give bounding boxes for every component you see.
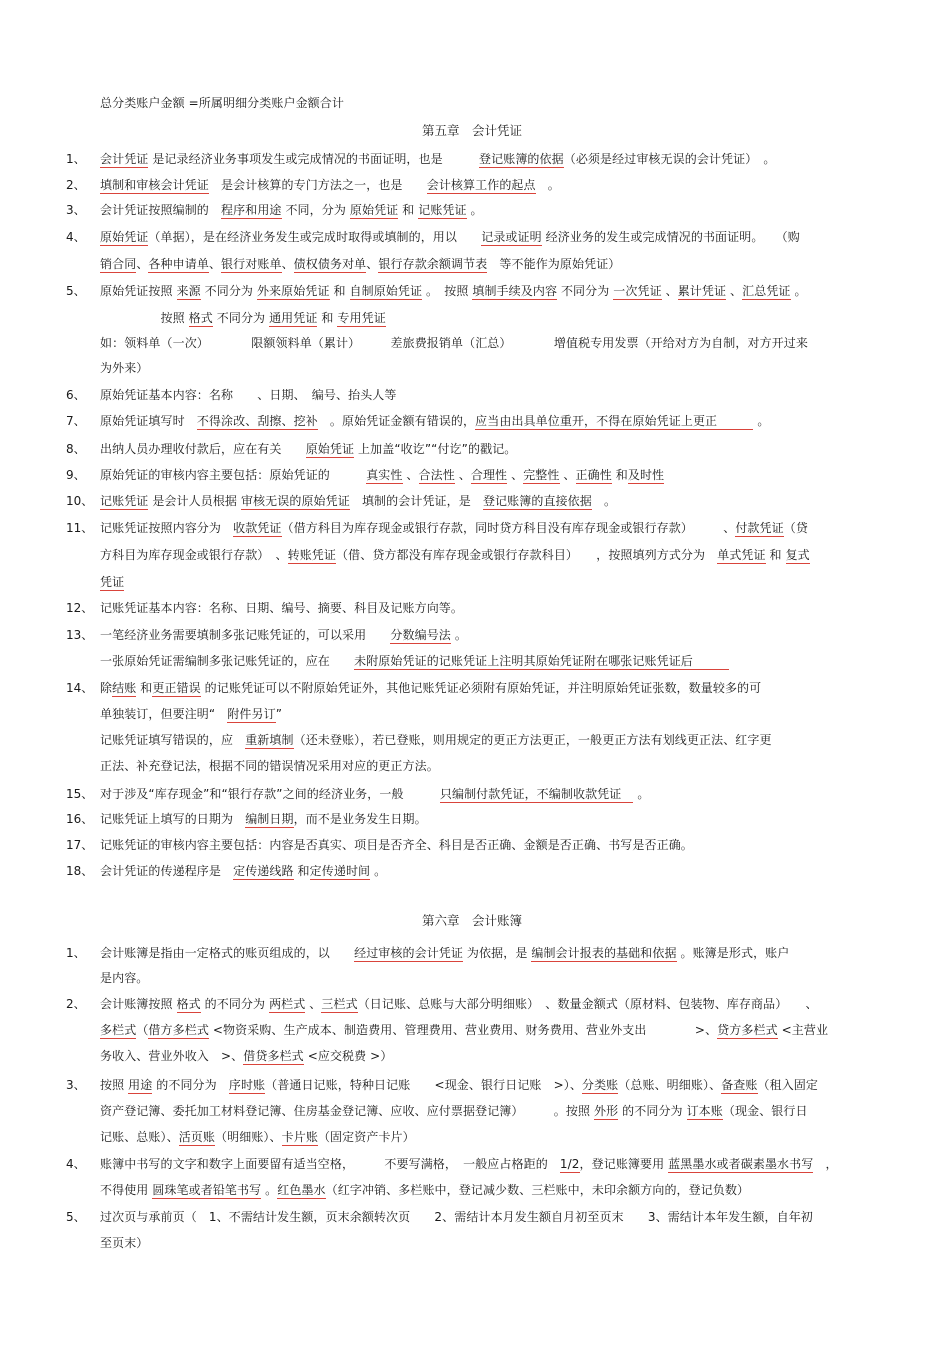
underlined-answer: 银行存款余额调节表: [378, 257, 488, 271]
item-number: 11、: [66, 521, 94, 535]
text-segment: 、: [305, 997, 322, 1011]
text-segment: 和: [293, 864, 310, 878]
underlined-answer: 备查账: [721, 1078, 758, 1092]
chapter-6-title: 第六章 会计账簿: [422, 913, 523, 928]
item-line: [100, 1208, 890, 1226]
underlined-answer: 及时性: [627, 468, 665, 482]
text-segment: （普通日记账，特种日记账 <现金、银行日记账 >）、: [265, 1078, 582, 1092]
underlined-answer: 外形: [594, 1104, 619, 1118]
text-segment: 至页末）: [100, 1236, 149, 1250]
underlined-answer: 复式: [785, 548, 810, 562]
text-segment: 的不同分为: [618, 1104, 687, 1118]
underlined-answer: 原始凭证: [349, 203, 399, 217]
text-segment: （租入固定: [757, 1078, 819, 1092]
text-segment: 是会计核算的专门方法之一，也是: [208, 178, 427, 192]
item-line: [100, 810, 890, 828]
item-line: [100, 944, 890, 962]
text-segment: 等不能作为原始凭证）: [487, 257, 621, 271]
text-segment: 是记录经济业务事项发生或完成情况的书面证明，也是: [148, 152, 480, 166]
item-line: [100, 150, 890, 168]
item-line: [100, 1102, 890, 1120]
text-segment: ”: [275, 707, 283, 721]
text-segment: 按照: [100, 1078, 129, 1092]
text-segment: （借、贷方都没有库存现金或银行存款科目） ，按照填列方式分为: [336, 548, 718, 562]
underlined-answer: 两栏式: [269, 997, 306, 1011]
text-segment: 和: [611, 468, 628, 482]
text-segment: 会计账簿按照: [100, 997, 177, 1011]
underlined-answer: 不得涂改、刮擦、挖补: [196, 414, 318, 428]
text-segment: 。: [466, 203, 483, 217]
text-segment: 、: [454, 468, 471, 482]
text-segment: 和: [329, 284, 350, 298]
item-line: [100, 359, 890, 377]
text-segment: 正法、补充登记法，根据不同的错误情况采用对应的更正方法。: [100, 759, 439, 773]
underlined-answer: 格式: [176, 997, 201, 1011]
underlined-answer: 审核无误的原始凭证: [240, 494, 350, 508]
text-segment: 对于涉及“库存现金”和“银行存款”之间的经济业务，一般: [100, 787, 440, 801]
item-number: 4、: [66, 230, 86, 244]
text-segment: 账簿中书写的文字和数字上面要留有适当空格， 不要写满格， 一般应占格距的: [100, 1157, 560, 1171]
text-segment: 。: [261, 1183, 278, 1197]
text-segment: 记账凭证的审核内容主要包括：内容是否真实、项目是否齐全、科目是否正确、金额是否正确、书写是否正确。: [100, 838, 693, 852]
underlined-answer: 编制会计报表的基础和依据: [531, 946, 677, 960]
underlined-answer: 销合同: [100, 257, 137, 271]
underlined-answer: 应当由出具单位重开，不得在原始凭证上更正: [475, 414, 754, 428]
underlined-answer: 合理性: [470, 468, 508, 482]
item-number: 13、: [66, 628, 94, 642]
item-line: [100, 969, 890, 987]
text-segment: 不得使用: [100, 1183, 153, 1197]
underlined-answer: 圆珠笔或者铅笔书写: [152, 1183, 262, 1197]
item-line: [100, 995, 890, 1013]
underlined-answer: 更正错误: [152, 681, 201, 695]
item-line: [100, 519, 890, 537]
underlined-answer: 蓝黑墨水或者碳素墨水书写: [668, 1157, 814, 1171]
text-segment: 和: [765, 548, 786, 562]
text-segment: 过次页与承前页（ 1、不需结计发生额，页末余额转次页 2、需结计本月发生额自月初至页末 3、需结计本年发生额，自年初: [100, 1210, 813, 1224]
underlined-answer: 记账凭证: [100, 494, 149, 508]
text-segment: 填制的会计凭证，是: [349, 494, 483, 508]
text-segment: 原始凭证按照: [100, 284, 177, 298]
underlined-answer: 记账凭证: [418, 203, 467, 217]
underlined-answer: 收款凭证: [233, 521, 282, 535]
underlined-answer: 三栏式: [321, 997, 358, 1011]
text-segment: 为依据，是: [463, 946, 532, 960]
text-segment: （单据），是在经济业务发生或完成时取得或填制的，用以: [148, 230, 482, 244]
item-line: [100, 679, 890, 697]
underlined-answer: 转账凭证: [287, 548, 337, 562]
text-segment: 原始凭证填写时: [100, 414, 197, 428]
text-segment: 。 按照: [422, 284, 473, 298]
underlined-answer: 未附原始凭证的记账凭证上注明其原始凭证附在哪张记账凭证后: [354, 654, 730, 668]
underlined-answer: 累计凭证: [677, 284, 727, 298]
item-number: 2、: [66, 178, 86, 192]
underlined-answer: 会计凭证: [100, 152, 149, 166]
item-line: [100, 228, 890, 246]
item-number: 10、: [66, 494, 94, 508]
text-segment: 不同分为: [557, 284, 614, 298]
item-line: [100, 836, 890, 854]
item-line: [100, 412, 890, 430]
item-line: [100, 785, 890, 803]
text-segment: 单独装订，但要注明“: [100, 707, 228, 721]
item-number: 7、: [66, 414, 86, 428]
underlined-answer: 订本账: [686, 1104, 723, 1118]
text-segment: 。: [633, 787, 650, 801]
underlined-answer: 会计核算工作的起点: [426, 178, 536, 192]
item-line: [100, 546, 890, 564]
underlined-answer: 附件另订: [227, 707, 276, 721]
text-segment: （红字冲销、多栏账中，登记减少数、三栏账中，未印余额方向的，登记负数）: [325, 1183, 750, 1197]
item-line: [100, 440, 890, 458]
intro-line: 总分类账户金额 =所属明细分类账户金额合计: [100, 96, 344, 110]
underlined-answer: 填制手续及内容: [472, 284, 558, 298]
item-number: 8、: [66, 442, 86, 456]
item-line: [100, 1021, 890, 1039]
underlined-answer: 记录或证明: [481, 230, 542, 244]
text-segment: 是内容。: [100, 971, 149, 985]
text-segment: 。: [370, 864, 387, 878]
underlined-answer: 分数编号法: [390, 628, 451, 642]
text-segment: ，登记账簿要用: [579, 1157, 669, 1171]
underlined-answer: 多栏式: [100, 1023, 137, 1037]
text-segment: 的记账凭证可以不附原始凭证外，其他记账凭证必须附有原始凭证，并注明原始凭证张数，数量较多的可: [200, 681, 762, 695]
text-segment: ，而不是业务发生日期。: [293, 812, 427, 826]
item-number: 5、: [66, 284, 86, 298]
item-line: [100, 862, 890, 880]
text-segment: 、: [661, 284, 678, 298]
text-segment: <应交税费 >）: [303, 1049, 393, 1063]
underlined-answer: 银行对账单: [221, 257, 282, 271]
item-line: [100, 1047, 890, 1065]
text-segment: 。账簿是形式，账户: [676, 946, 790, 960]
underlined-answer: 重新填制: [245, 733, 294, 747]
text-segment: 、: [559, 468, 576, 482]
item-number: 5、: [66, 1210, 86, 1224]
underlined-answer: 合法性: [418, 468, 455, 482]
item-number: 4、: [66, 1157, 86, 1171]
text-segment: 不同分为: [212, 311, 270, 325]
item-number: 17、: [66, 838, 94, 852]
underlined-answer: 原始凭证: [305, 442, 355, 456]
item-line: [100, 1181, 890, 1199]
text-segment: 。: [450, 628, 467, 642]
item-line: [100, 466, 890, 484]
item-number: 14、: [66, 681, 94, 695]
underlined-answer: 分类账: [581, 1078, 619, 1092]
underlined-answer: 1/2: [559, 1157, 580, 1171]
item-line: [100, 705, 890, 723]
item-line: [100, 1234, 890, 1252]
item-number: 3、: [66, 1078, 86, 1092]
text-segment: 资产登记簿、委托加工材料登记簿、住房基金登记簿、应收、应付票据登记簿） 。按照: [100, 1104, 595, 1118]
item-number: 18、: [66, 864, 94, 878]
text-segment: 。原始凭证金额有错误的，: [317, 414, 476, 428]
underlined-answer: 一次凭证: [613, 284, 662, 298]
underlined-answer: 填制和审核会计凭证: [100, 178, 209, 192]
item-number: 9、: [66, 468, 86, 482]
text-segment: 方科目为库存现金或银行存款） 、: [100, 548, 288, 562]
item-line: [100, 282, 890, 300]
text-segment: （明细账）、: [215, 1130, 282, 1144]
underlined-answer: 单式凭证: [717, 548, 766, 562]
text-segment: 记账凭证基本内容：名称、日期、编号、摘要、科目及记账方向等。: [100, 601, 464, 615]
underlined-answer: 外来原始凭证: [256, 284, 330, 298]
text-segment: 、: [208, 257, 222, 271]
text-segment: 一张原始凭证需编制多张记账凭证的，应在: [100, 654, 355, 668]
text-segment: （借方科目为库存现金或银行存款，同时贷方科目没有库存现金或银行存款） 、: [281, 521, 736, 535]
item-number: 6、: [66, 388, 86, 402]
item-line: [100, 386, 890, 404]
underlined-answer: 登记账簿的直接依据: [482, 494, 592, 508]
text-segment: 和: [317, 311, 338, 325]
item-line: [100, 1128, 890, 1146]
underlined-answer: 各种申请单: [148, 257, 209, 271]
text-segment: 。: [591, 494, 617, 508]
text-segment: 会计凭证按照编制的: [100, 203, 222, 217]
text-segment: <物资采购、生产成本、制造费用、管理费用、营业费用、财务费用、营业外支出 >、: [208, 1023, 718, 1037]
text-segment: 除: [100, 681, 113, 695]
item-line: [100, 626, 890, 644]
text-segment: （还未登账），若已登账，则用规定的更正方法更正，一般更正方法有划线更正法、红字更: [293, 733, 772, 747]
item-line: [100, 757, 890, 775]
text-segment: 经济业务的发生或完成情况的书面证明。 （购: [541, 230, 800, 244]
item-number: 15、: [66, 787, 94, 801]
text-segment: 一笔经济业务需要填制多张记账凭证的，可以采用: [100, 628, 391, 642]
text-segment: （必须是经过审核无误的会计凭证） 。: [563, 152, 776, 166]
text-segment: 。: [753, 414, 770, 428]
item-line: [100, 652, 890, 670]
underlined-answer: 通用凭证: [269, 311, 318, 325]
item-line: [100, 492, 890, 510]
text-segment: 、: [726, 284, 743, 298]
text-segment: 是会计人员根据: [148, 494, 241, 508]
text-segment: 和: [398, 203, 419, 217]
text-segment: 的不同分为: [200, 997, 270, 1011]
text-segment: 务收入、营业外收入 >、: [100, 1049, 244, 1063]
text-segment: 、: [366, 257, 379, 271]
item-line: [100, 1076, 890, 1094]
underlined-answer: 用途: [128, 1078, 153, 1092]
text-segment: 上加盖“收讫”“付讫”的戳记。: [354, 442, 517, 456]
item-line: [100, 599, 890, 617]
underlined-answer: 债权债务对单: [293, 257, 367, 271]
text-segment: （贷: [783, 521, 808, 535]
text-segment: 的不同分为: [152, 1078, 229, 1092]
text-segment: 为外来）: [100, 361, 149, 375]
text-segment: 原始凭证基本内容：名称 、日期、 编号、抬头人等: [100, 388, 397, 402]
underlined-answer: 真实性: [366, 468, 403, 482]
text-segment: 记账凭证填写错误的，应: [100, 733, 246, 747]
item-line: [100, 334, 890, 352]
underlined-answer: 编制日期: [245, 812, 294, 826]
text-segment: 不同，分为: [281, 203, 350, 217]
text-segment: 会计凭证的传递程序是: [100, 864, 234, 878]
item-line: [100, 255, 890, 273]
text-segment: 会计账簿是指由一定格式的账页组成的，以: [100, 946, 355, 960]
text-segment: （日记账、总账与大部分明细账） 、数量金额式（原材料、包装物、库存商品） 、: [357, 997, 818, 1011]
text-segment: （: [136, 1023, 149, 1037]
item-number: 12、: [66, 601, 94, 615]
underlined-answer: 序时账: [228, 1078, 266, 1092]
text-segment: 。: [790, 284, 807, 298]
text-segment: 记账凭证按照内容分为: [100, 521, 234, 535]
text-segment: 、: [281, 257, 294, 271]
text-segment: （现金、银行日: [722, 1104, 808, 1118]
underlined-answer: 程序和用途: [221, 203, 282, 217]
item-line: [100, 176, 890, 194]
underlined-answer: 汇总凭证: [742, 284, 791, 298]
underlined-answer: 结账: [112, 681, 137, 695]
text-segment: 、: [507, 468, 524, 482]
underlined-answer: 只编制付款凭证，不编制收款凭证: [439, 787, 634, 801]
text-segment: 记账、总账）、: [100, 1130, 179, 1144]
underlined-answer: 经过审核的会计凭证: [354, 946, 464, 960]
text-segment: 、: [136, 257, 149, 271]
text-segment: <主营业: [777, 1023, 829, 1037]
underlined-answer: 借方多栏式: [148, 1023, 209, 1037]
underlined-answer: 红色墨水: [277, 1183, 326, 1197]
text-segment: （总账、明细账）、: [618, 1078, 722, 1092]
underlined-answer: 卡片账: [281, 1130, 318, 1144]
underlined-answer: 活页账: [178, 1130, 216, 1144]
text-segment: 出纳人员办理收付款后，应在有关: [100, 442, 306, 456]
text-segment: 原始凭证的审核内容主要包括：原始凭证的: [100, 468, 367, 482]
underlined-answer: 借贷多栏式: [243, 1049, 304, 1063]
underlined-answer: 定传递时间: [309, 864, 371, 878]
underlined-answer: 专用凭证: [337, 311, 386, 325]
underlined-answer: 完整性: [523, 468, 560, 482]
underlined-answer: 自制原始凭证: [349, 284, 423, 298]
underlined-answer: 格式: [188, 311, 213, 325]
underlined-answer: 正确性: [575, 468, 612, 482]
text-segment: 。: [535, 178, 560, 192]
item-number: 2、: [66, 997, 86, 1011]
chapter-5-title: 第五章 会计凭证: [422, 123, 523, 138]
text-segment: 、: [402, 468, 419, 482]
item-number: 1、: [66, 946, 86, 960]
item-line: [100, 309, 890, 327]
underlined-answer: 凭证: [100, 575, 125, 589]
text-segment: 和: [136, 681, 153, 695]
underlined-answer: 贷方多栏式: [717, 1023, 778, 1037]
item-line: [100, 731, 890, 749]
text-segment: 如：领料单（一次） 限额领料单（累计） 差旅费报销单（汇总） 增值税专用发票（开给对方为自制，对方开过来: [100, 336, 809, 350]
text-segment: 不同分为: [200, 284, 257, 298]
item-line: [100, 1155, 890, 1173]
underlined-answer: 登记账簿的依据: [479, 152, 564, 166]
item-line: [100, 573, 890, 591]
underlined-answer: 付款凭证: [735, 521, 784, 535]
underlined-answer: 定传递线路: [233, 864, 294, 878]
underlined-answer: 来源: [176, 284, 201, 298]
text-segment: （固定资产卡片）: [317, 1130, 415, 1144]
item-number: 16、: [66, 812, 94, 826]
item-number: 3、: [66, 203, 86, 217]
underlined-answer: 原始凭证: [100, 230, 149, 244]
text-segment: ，: [813, 1157, 838, 1171]
item-line: [100, 201, 890, 219]
text-segment: 按照: [100, 311, 189, 325]
item-number: 1、: [66, 152, 86, 166]
text-segment: 记账凭证上填写的日期为: [100, 812, 246, 826]
